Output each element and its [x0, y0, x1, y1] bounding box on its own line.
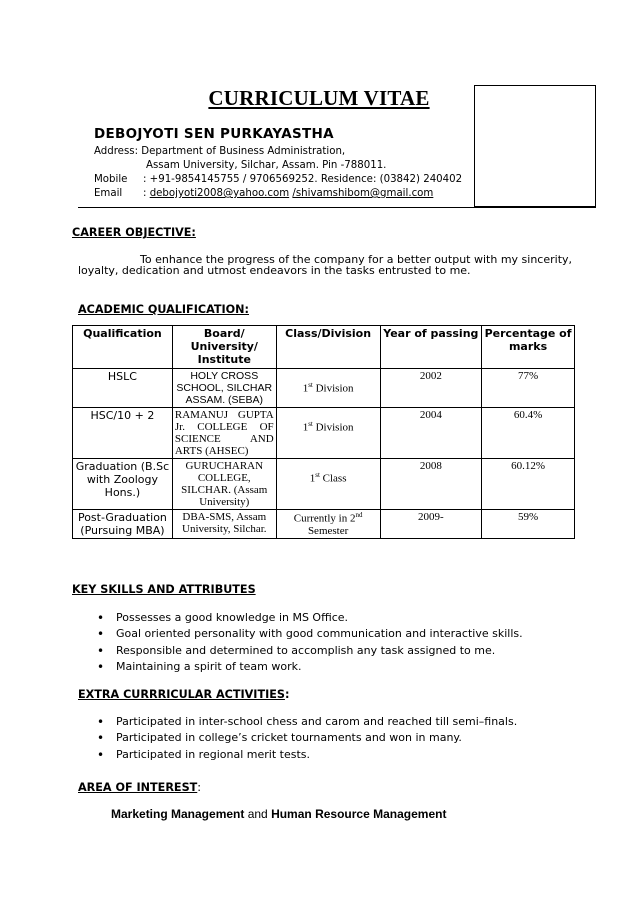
interest-heading: AREA OF INTEREST:	[78, 781, 202, 794]
photo-box	[474, 85, 596, 207]
address-value-1: Department of Business Administration,	[141, 146, 346, 157]
email-link-2[interactable]: /shivamshibom@gmail.com	[292, 188, 434, 199]
cell-board: GURUCHARAN COLLEGE, SILCHAR. (Assam University)	[172, 459, 276, 510]
col-header: Percentage of marks	[482, 326, 575, 369]
cell-percent: 60.4%	[482, 408, 575, 459]
header-divider	[78, 207, 596, 208]
address-label: Address:	[94, 146, 139, 157]
list-item: • Goal oriented personality with good communication and interactive skills.	[97, 626, 523, 642]
cell-percent: 77%	[482, 369, 575, 408]
email-label: Email	[94, 188, 123, 199]
mobile-line	[94, 174, 462, 185]
col-header: Qualification	[73, 326, 173, 369]
email-line	[94, 188, 433, 199]
cell-class: 1st Class	[276, 459, 380, 510]
career-heading: CAREER OBJECTIVE:	[72, 226, 196, 239]
page-title: CURRICULUM VITAE	[208, 86, 430, 110]
extra-heading: EXTRA CURRRICULAR ACTIVITIES:	[78, 688, 290, 701]
list-item: • Possesses a good knowledge in MS Office.	[97, 610, 523, 626]
cell-board: HOLY CROSS SCHOOL, SILCHAR ASSAM. (SEBA)	[172, 369, 276, 408]
extra-list	[97, 714, 517, 763]
address-value-2: Assam University, Silchar, Assam. Pin -788011.	[146, 160, 387, 171]
list-item: • Participated in inter-school chess and carom and reached till semi–finals.	[97, 714, 517, 730]
cell-qualification: Graduation (B.Sc with Zoology Hons.)	[73, 459, 173, 510]
cell-qualification: HSLC	[73, 369, 173, 408]
interest-text: Marketing Management and Human Resource Management	[111, 807, 447, 821]
cell-qualification: Post-Graduation (Pursuing MBA)	[73, 510, 173, 539]
academic-table	[72, 325, 575, 539]
cell-year: 2002	[380, 369, 482, 408]
academic-heading: ACADEMIC QUALIFICATION:	[78, 303, 250, 316]
mobile-label: Mobile	[94, 174, 128, 185]
col-header: Board/ University/ Institute	[172, 326, 276, 369]
career-text-1: To enhance the progress of the company for a better output with my sincerity,	[140, 253, 573, 266]
list-item: • Participated in regional merit tests.	[97, 747, 517, 763]
cell-percent: 59%	[482, 510, 575, 539]
cell-class: 1st Division	[276, 369, 380, 408]
cell-year: 2004	[380, 408, 482, 459]
cell-board: DBA-SMS, Assam University, Silchar.	[172, 510, 276, 539]
table-header-row	[73, 326, 575, 369]
list-item: • Maintaining a spirit of team work.	[97, 659, 523, 675]
cell-year: 2008	[380, 459, 482, 510]
table-row	[73, 408, 575, 459]
skills-heading: KEY SKILLS AND ATTRIBUTES	[72, 583, 256, 596]
mobile-value: : +91-9854145755 / 9706569252. Residence: (03842) 240402	[143, 174, 463, 185]
cell-class: 1st Division	[276, 408, 380, 459]
email-sep: :	[143, 188, 147, 199]
skills-list	[97, 610, 523, 675]
cell-qualification: HSC/10 + 2	[73, 408, 173, 459]
table-row	[73, 369, 575, 408]
table-row	[73, 459, 575, 510]
candidate-name: DEBOJYOTI SEN PURKAYASTHA	[94, 126, 334, 142]
career-text-2: loyalty, dedication and utmost endeavors in the tasks entrusted to me.	[78, 264, 471, 277]
list-item: • Responsible and determined to accomplish any task assigned to me.	[97, 643, 523, 659]
col-header: Class/Division	[276, 326, 380, 369]
table-row	[73, 510, 575, 539]
list-item: • Participated in college’s cricket tournaments and won in many.	[97, 730, 517, 746]
email-link-1[interactable]: debojyoti2008@yahoo.com	[149, 188, 290, 199]
col-header: Year of passing	[380, 326, 482, 369]
cell-year: 2009-	[380, 510, 482, 539]
cell-percent: 60.12%	[482, 459, 575, 510]
address-line-1	[94, 146, 345, 157]
cell-class: Currently in 2nd Semester	[276, 510, 380, 539]
cell-board: RAMANUJ GUPTA Jr. COLLEGE OF SCIENCE AND ARTS (AHSEC)	[172, 408, 276, 459]
